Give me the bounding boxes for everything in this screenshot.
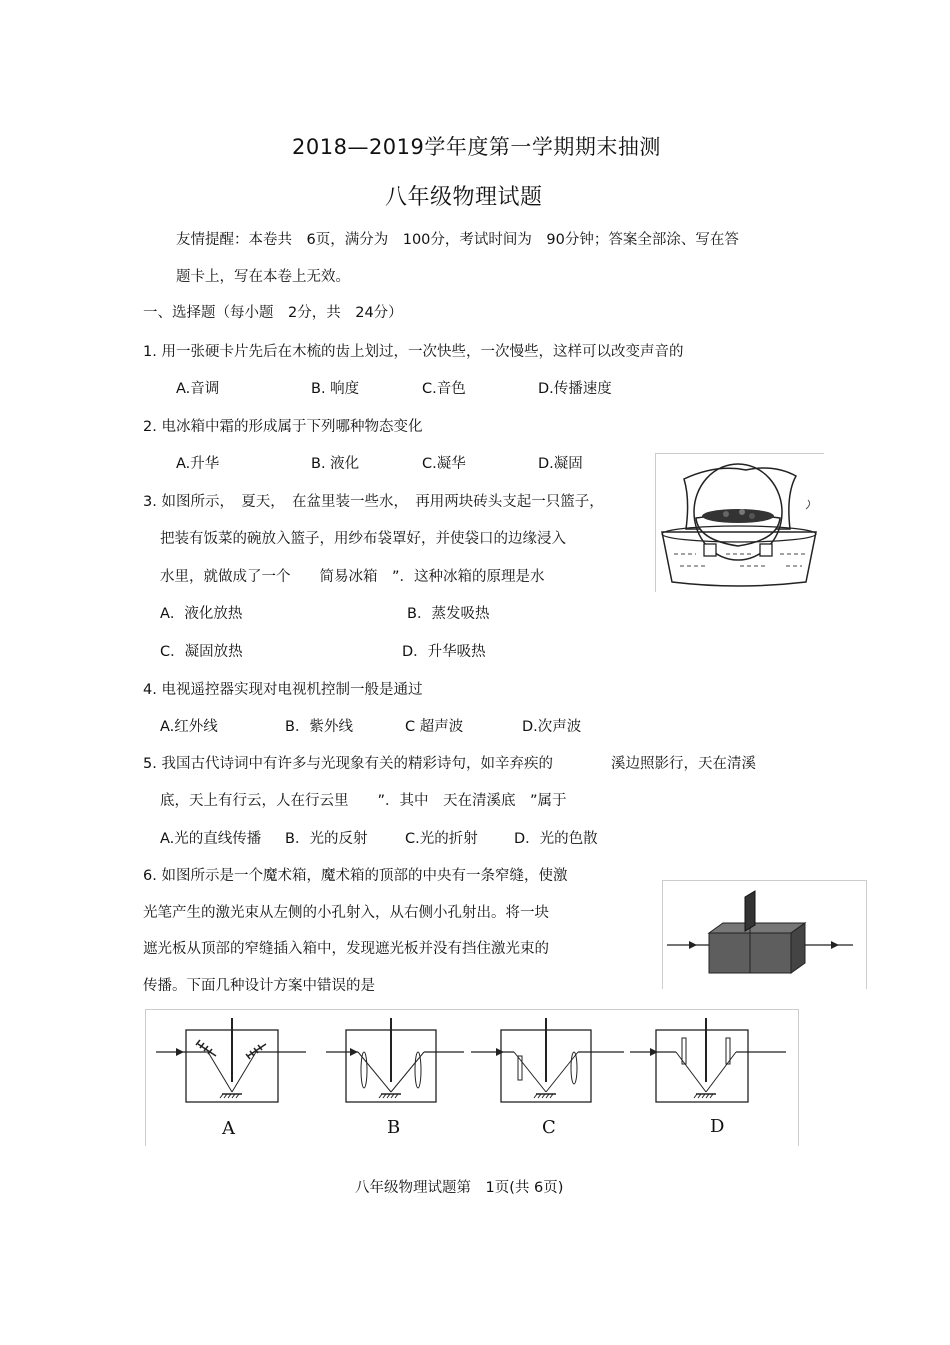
question-6-stem-1: 6. 如图所示是一个魔术箱，魔术箱的顶部的中央有一条窄缝，使激 (143, 868, 568, 884)
question-1-stem: 1. 用一张硬卡片先后在木梳的齿上划过，一次快些，一次慢些，这样可以改变声音的 (143, 344, 684, 360)
q3-option-c: C．凝固放热 (160, 644, 243, 660)
option-c-diagram (471, 1018, 624, 1102)
question-6-stem-3: 遮光板从顶部的窄缝插入箱中，发现遮光板并没有挡住激光束的 (143, 941, 549, 957)
q1-option-a: A.音调 (176, 381, 220, 397)
option-b-diagram (326, 1018, 464, 1102)
design-options-figure (145, 1009, 799, 1146)
option-d-diagram (630, 1018, 786, 1102)
question-3-stem-3: 水里，就做成了一个 简易冰箱 ”．这种冰箱的原理是水 (160, 569, 545, 585)
q6-option-a: A (222, 1118, 235, 1139)
q1-option-c: C.音色 (422, 381, 466, 397)
q2-option-b: B. 液化 (311, 456, 360, 472)
question-6-stem-2: 光笔产生的激光束从左侧的小孔射入，从右侧小孔射出。将一块 (143, 905, 549, 921)
q3-option-b: B．蒸发吸热 (407, 606, 490, 622)
question-2-stem: 2. 电冰箱中霜的形成属于下列哪种物态变化 (143, 419, 423, 435)
q4-option-a: A.红外线 (160, 719, 218, 735)
exam-title: 2018—2019学年度第一学期期末抽测 (292, 135, 661, 159)
q2-option-c: C.凝华 (422, 456, 466, 472)
question-6-stem-4: 传播。下面几种设计方案中错误的是 (143, 978, 375, 994)
q5-option-d: D．光的色散 (514, 831, 598, 847)
question-3-stem-2: 把装有饭菜的碗放入篮子，用纱布袋罩好，并使袋口的边缘浸入 (160, 531, 566, 547)
simple-fridge-figure (655, 453, 824, 592)
q2-option-a: A.升华 (176, 456, 220, 472)
q6-option-b: B (387, 1117, 401, 1138)
q6-option-c: C (542, 1117, 556, 1138)
q6-option-d: D (710, 1116, 725, 1137)
exam-subtitle: 八年级物理试题 (385, 185, 543, 210)
section-heading: 一、选择题（每小题 2分，共 24分） (143, 305, 403, 321)
question-5-stem-1: 5. 我国古代诗词中有许多与光现象有关的精彩诗句，如辛弃疾的 溪边照影行，天在清溪 (143, 756, 756, 772)
notice-line-2: 题卡上，写在本卷上无效。 (176, 269, 350, 285)
option-a-diagram (156, 1018, 306, 1102)
q2-option-d: D.凝固 (538, 456, 583, 472)
q4-option-b: B．紫外线 (285, 719, 353, 735)
q3-option-d: D．升华吸热 (402, 644, 486, 660)
question-3-stem-1: 3. 如图所示， 夏天， 在盆里装一些水， 再用两块砖头支起一只篮子， (143, 494, 604, 510)
magic-box-figure (662, 880, 867, 989)
q4-option-c: C 超声波 (405, 719, 464, 735)
q5-option-c: C.光的折射 (405, 831, 478, 847)
question-4-stem: 4. 电视遥控器实现对电视机控制一般是通过 (143, 682, 423, 698)
q1-option-d: D.传播速度 (538, 381, 612, 397)
notice-line-1: 友情提醒：本卷共 6页，满分为 100分，考试时间为 90分钟；答案全部涂、写在答 (176, 232, 739, 248)
question-5-stem-2: 底，天上有行云，人在行云里 ”．其中 天在清溪底 ”属于 (160, 793, 567, 809)
q3-option-a: A．液化放热 (160, 606, 243, 622)
q5-option-a: A.光的直线传播 (160, 831, 262, 847)
page-footer: 八年级物理试题第 1页(共 6页) (355, 1180, 564, 1196)
q4-option-d: D.次声波 (522, 719, 582, 735)
q5-option-b: B．光的反射 (285, 831, 368, 847)
q1-option-b: B. 响度 (311, 381, 360, 397)
